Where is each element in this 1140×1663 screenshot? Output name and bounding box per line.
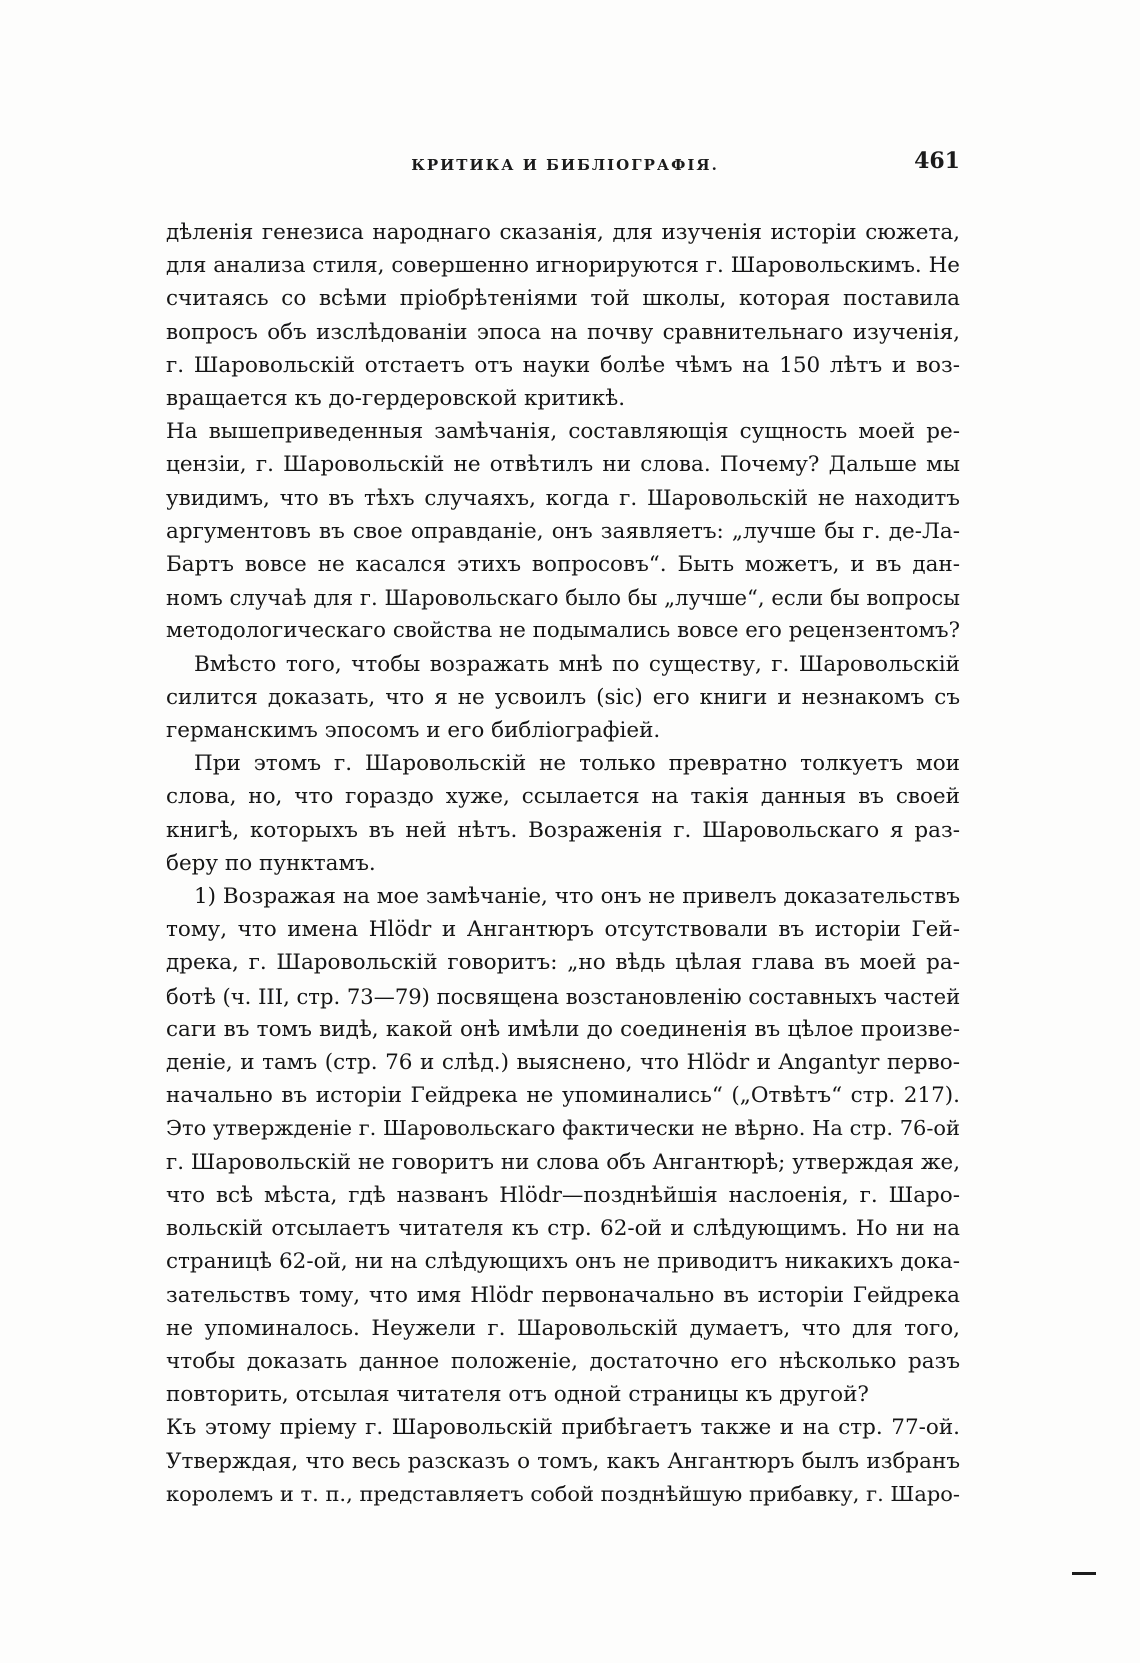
text-line: силится доказать, что я не усвоилъ (sic) его книги и незнакомъ съ <box>166 684 960 710</box>
text-line: На вышеприведенныя замѣчанія, составляющія сущность моей ре- <box>166 419 960 445</box>
text-line: вольскій отсылаетъ читателя къ стр. 62-ой и слѣдующимъ. Но ни на <box>166 1216 960 1242</box>
text-line: увидимъ, что въ тѣхъ случаяхъ, когда г. Шаровольскій не находитъ <box>166 485 960 511</box>
text-line: слова, но, что гораздо хуже, ссылается на такія данныя въ своей <box>166 784 960 810</box>
text-line: книгѣ, которыхъ въ ней нѣтъ. Возраженія г. Шаровольскаго я раз- <box>166 817 960 843</box>
text-line: зательствъ тому, что имя Hlödr первоначально въ исторіи Гейдрека <box>166 1282 960 1308</box>
text-line: считаясь со всѣми пріобрѣтеніями той школы, которая поставила <box>166 286 960 312</box>
text-line: При этомъ г. Шаровольскій не только превратно толкуетъ мои <box>194 751 960 777</box>
text-line: ботѣ (ч. III, стр. 73—79) посвящена возстановленію составныхъ частей <box>166 983 961 1009</box>
text-line: Утверждая, что весь разсказъ о томъ, какъ Ангантюръ былъ избранъ <box>166 1448 960 1474</box>
text-line: что всѣ мѣста, гдѣ названъ Hlödr—позднѣйшія наслоенія, г. Шаро- <box>166 1182 960 1208</box>
text-line: Бартъ вовсе не касался этихъ вопросовъ“. Быть можетъ, и въ дан- <box>166 552 960 578</box>
text-line: 1) Возражая на мое замѣчаніе, что онъ не привелъ доказательствъ <box>194 884 960 910</box>
paragraph-4 <box>166 747 960 880</box>
text-line: г. Шаровольскій не говоритъ ни слова объ Ангантюрѣ; утверждая же, <box>166 1149 960 1175</box>
text-line: не упоминалось. Неужели г. Шаровольскій думаетъ, что для того, <box>166 1315 960 1341</box>
text-line: королемъ и т. п., представляетъ собой позднѣйшую прибавку, г. Шаро- <box>166 1481 960 1506</box>
text-line: Это утвержденіе г. Шаровольскаго фактически не вѣрно. На стр. 76-ой <box>166 1116 960 1141</box>
text-line: тому, что имена Hlödr и Ангантюръ отсутствовали въ исторіи Гей- <box>166 917 960 943</box>
text-line: аргументовъ въ свое оправданіе, онъ заявляетъ: „лучше бы г. де-Ла- <box>166 518 960 544</box>
text-line: вопросъ объ изслѣдованіи эпоса на почву сравнительнаго изученія, <box>166 319 960 345</box>
text-line: деніе, и тамъ (стр. 76 и слѣд.) выяснено, что Hlödr и Angantyr перво- <box>166 1050 960 1076</box>
text-line: Къ этому пріему г. Шаровольскій прибѣгаетъ также и на стр. 77-ой. <box>166 1415 960 1441</box>
text-line: дѣленія генезиса народнаго сказанія, для изученія исторіи сюжета, <box>166 220 960 245</box>
paragraph-3 <box>166 648 960 748</box>
text-line: Вмѣсто того, чтобы возражать мнѣ по существу, г. Шаровольскій <box>194 651 960 677</box>
paragraph-6 <box>166 1411 960 1511</box>
paragraph-2 <box>166 415 960 647</box>
text-line: саги въ томъ видѣ, какой онѣ имѣли до соединенія въ цѣлое произве- <box>166 1016 960 1042</box>
text-line: чтобы доказать данное положеніе, достаточно его нѣсколько разъ <box>166 1348 960 1374</box>
body-text <box>166 216 960 1511</box>
text-line: номъ случаѣ для г. Шаровольскаго было бы „лучше“, если бы вопросы <box>166 585 960 611</box>
text-line: вращается къ до-гердеровской критикѣ. <box>166 386 626 412</box>
running-title: КРИТИКА И БИБЛІОГРАФІЯ. <box>411 156 719 174</box>
text-line: германскимъ эпосомъ и его библіографіей. <box>166 718 661 744</box>
page-number: 461 <box>914 148 960 174</box>
text-line: цензіи, г. Шаровольскій не отвѣтилъ ни слова. Почему? Дальше мы <box>166 452 960 478</box>
text-line: дрека, г. Шаровольскій говоритъ: „но вѣдь цѣлая глава въ моей ра- <box>166 950 960 976</box>
text-line: г. Шаровольскій отстаетъ отъ науки болѣе чѣмъ на 150 лѣтъ и воз- <box>166 352 960 378</box>
text-line: страницѣ 62-ой, ни на слѣдующихъ онъ не приводитъ никакихъ дока- <box>166 1249 960 1275</box>
paragraph-1 <box>166 216 960 415</box>
text-line: беру по пунктамъ. <box>166 850 376 876</box>
text-line: повторить, отсылая читателя отъ одной страницы къ другой? <box>166 1382 869 1408</box>
paragraph-5 <box>166 880 960 1411</box>
running-header <box>170 148 960 188</box>
margin-dash-mark <box>1072 1572 1096 1575</box>
text-line: методологическаго свойства не подымались вовсе его рецензентомъ? <box>166 618 960 644</box>
text-line: начально въ исторіи Гейдрека не упоминались“ („Отвѣтъ“ стр. 217). <box>166 1083 960 1109</box>
text-line: для анализа стиля, совершенно игнорируются г. Шаровольскимъ. Не <box>166 253 960 279</box>
